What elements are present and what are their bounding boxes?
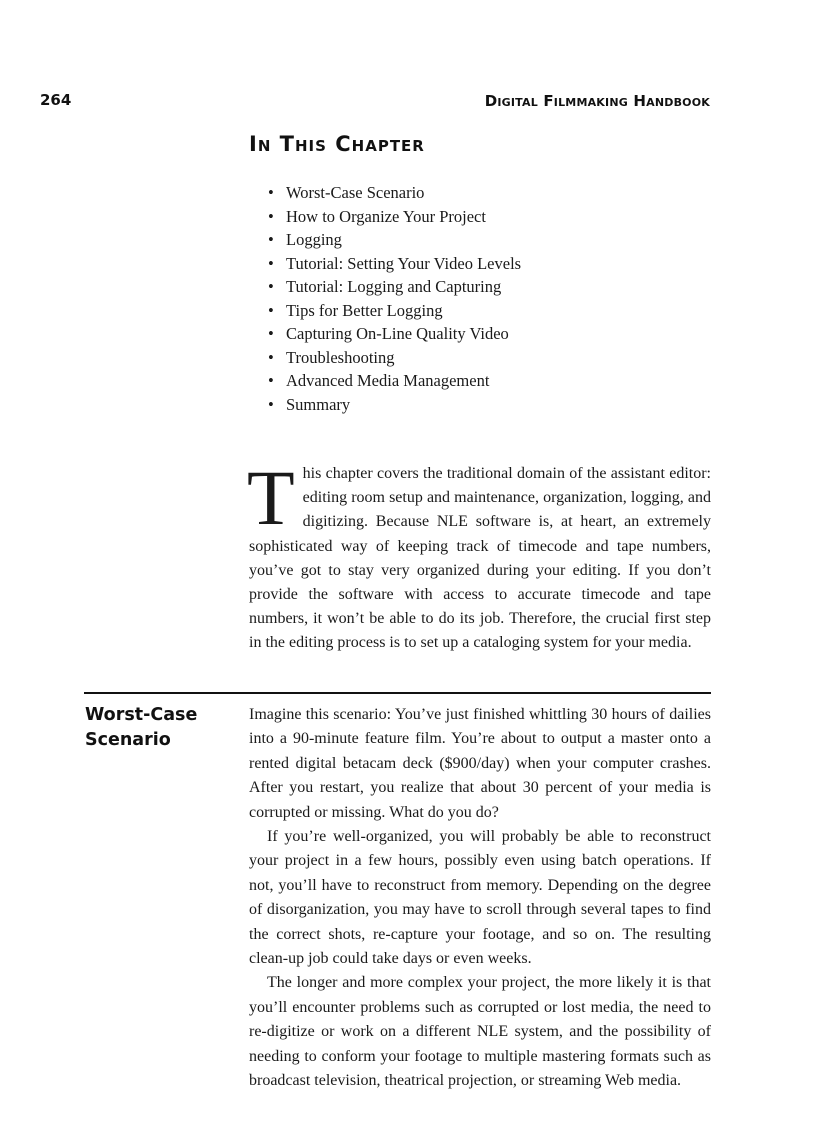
running-head: Digital Filmmaking Handbook xyxy=(484,92,710,110)
list-item: • How to Organize Your Project xyxy=(268,205,521,229)
chapter-contents-list xyxy=(268,181,521,416)
list-item: • Advanced Media Management xyxy=(268,369,521,393)
body-paragraph: Imagine this scenario: You’ve just finished whittling 30 hours of dailies into a 90-minute feature film. You’re about to output a master onto a rented digital betacam deck ($900/day) when your computer crashes. After you restart, you realize that about 30 percent of your media is corrupted or missing. What do you do? xyxy=(249,706,711,821)
body-paragraph: The longer and more complex your project, the more likely it is that you’ll encounter problems such as corrupted or lost media, the need to re-digitize or work on a different NLE system, and the possibility of needing to conform your footage to multiple mastering formats such as broadcast television, theatrical projection, or streaming Web media. xyxy=(249,974,711,1090)
list-item: • Troubleshooting xyxy=(268,346,521,370)
intro-text: his chapter covers the traditional domain of the assistant editor: editing room setup and maintenance, organization, logging, and digitizing. Because NLE software is, at heart, an extremely sophisticated way of keeping track of timecode and tape numbers, you’ve got to stay very organized during your editing. If you don’t provide the software with access to accurate timecode and tape numbers, it won’t be able to do its job. Therefore, the crucial first step in the editing process is to set up a cataloging system for your media. xyxy=(249,465,711,652)
body-paragraph: If you’re well-organized, you will probably be able to reconstruct your project in a few hours, possibly even using batch operations. If not, you’ll have to reconstruct from memory. Depending on the degree of disorganization, you may have to scroll through several tapes to find the correct shots, re-capture your footage, and so on. The resulting clean-up job could take days or even weeks. xyxy=(249,828,711,968)
page-number: 264 xyxy=(40,91,72,109)
intro-paragraph xyxy=(247,454,711,656)
section-divider xyxy=(84,692,711,694)
list-item: • Summary xyxy=(268,393,521,417)
chapter-contents-heading: In This Chapter xyxy=(249,132,425,156)
section-body xyxy=(249,703,711,1094)
list-item: • Tips for Better Logging xyxy=(268,299,521,323)
section-title: Worst-Case Scenario xyxy=(85,705,198,750)
list-item: • Logging xyxy=(268,228,521,252)
list-item: • Tutorial: Setting Your Video Levels xyxy=(268,252,521,276)
list-item: • Worst-Case Scenario xyxy=(268,181,521,205)
list-item: • Tutorial: Logging and Capturing xyxy=(268,275,521,299)
list-item: • Capturing On-Line Quality Video xyxy=(268,322,521,346)
drop-cap: T xyxy=(247,454,295,541)
